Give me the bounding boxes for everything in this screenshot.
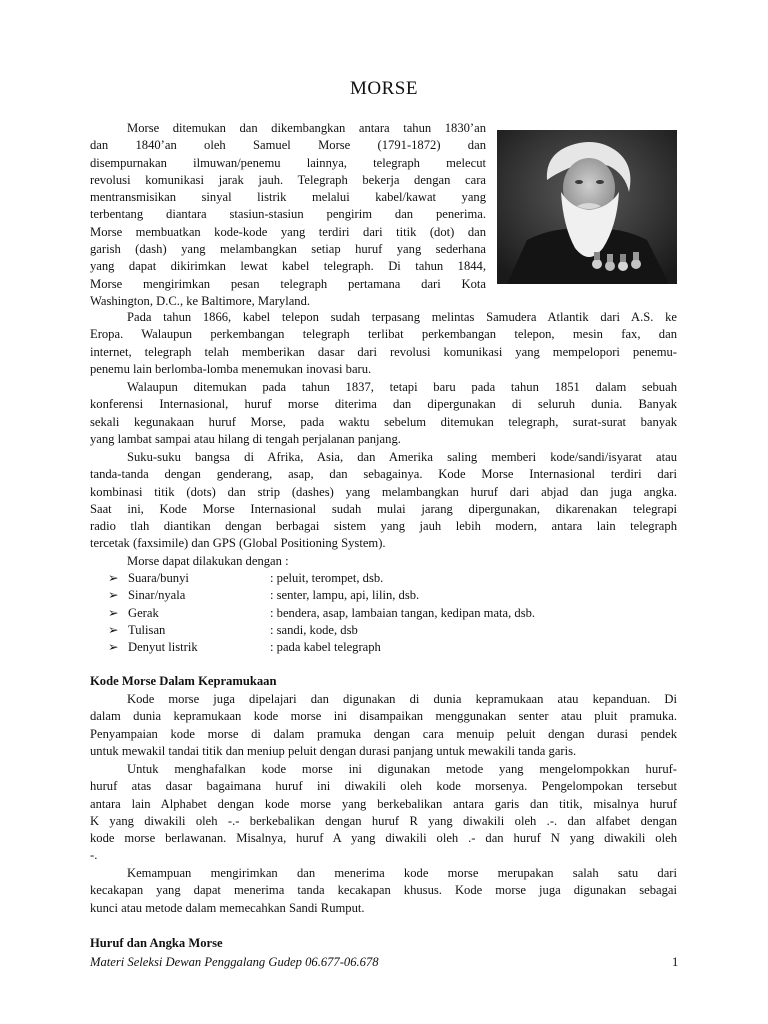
paragraph-scouting bbox=[90, 691, 677, 760]
intro-line: garish (dash) yang melambangkan setiap huruf yang sederhana bbox=[90, 242, 486, 257]
method-name: Suara/bunyi bbox=[128, 571, 189, 585]
arrow-bullet-icon: ➢ bbox=[108, 622, 119, 637]
paragraph-line: Kemampuan mengirimkan dan menerima kode morse merupakan salah satu dari bbox=[127, 866, 677, 880]
method-description: : bendera, asap, lambaian tangan, kedipan mata, dsb. bbox=[270, 605, 536, 620]
intro-line: yang dapat dikirimkan lewat kabel telegraph. Di tahun 1844, bbox=[90, 259, 486, 274]
paragraph-tribes-signals bbox=[90, 449, 677, 553]
paragraph-line: Walaupun ditemukan pada tahun 1837, tetapi baru pada tahun 1851 dalam sebuah bbox=[127, 380, 677, 394]
arrow-bullet-icon: ➢ bbox=[108, 571, 119, 585]
paragraph-line: untuk mewakil tandai titik dan meniup peluit dengan durasi panjang untuk mewakili tanda garis. bbox=[90, 743, 577, 758]
paragraph-line: Eropa. Walaupun perkembangan telegraph terlibat perkembangan telepon, mesin fax, dan bbox=[90, 327, 677, 342]
paragraph-international-conference bbox=[90, 379, 677, 448]
intro-line: terbentang diantara stasiun-stasiun pengirim dan penerima. bbox=[90, 207, 486, 222]
paragraph-line: kecakapan yang dapat menerima tanda kecakapan khusus. Kode morse juga digunakan sebagai bbox=[90, 883, 677, 898]
paragraph-line: dalam dunia kepramukaan kode morse ini disampaikan menggunakan senter atau pluit pramuka. bbox=[90, 709, 677, 724]
arrow-bullet-icon: ➢ bbox=[108, 605, 119, 620]
arrow-bullet-icon: ➢ bbox=[108, 640, 119, 655]
intro-line: revolusi komunikasi jarak jauh. Telegraph bekerja dengan cara bbox=[90, 172, 486, 187]
paragraph-line: Pada tahun 1866, kabel telepon sudah terpasang melintas Samudera Atlantik dari A.S. ke bbox=[127, 310, 677, 324]
method-description: : sandi, kode, dsb bbox=[270, 622, 358, 637]
intro-line: Washington, D.C., ke Baltimore, Maryland. bbox=[90, 293, 311, 308]
intro-line: Morse ditemukan dan dikembangkan antara tahun 1830’an bbox=[127, 121, 486, 135]
method-description: : pada kabel telegraph bbox=[270, 640, 381, 655]
intro-line: dan 1840’an oleh Samuel Morse (1791-1872) dan bbox=[90, 138, 486, 153]
paragraph-line: K yang diwakili oleh -.- berkebalikan dengan huruf R yang diwakili oleh .-. dan alfabet dengan bbox=[90, 813, 677, 828]
paragraph-line: kode morse berlawanan. Misalnya, huruf A yang diwakili oleh .- dan huruf N yang diwakili oleh bbox=[90, 831, 677, 846]
intro-line: Morse mengirimkan pesan telegraph pertamana dari Kota bbox=[90, 276, 486, 291]
paragraph-line: Untuk menghafalkan kode morse ini digunakan metode yang mengelompokkan huruf- bbox=[127, 762, 677, 776]
paragraph-line: konferensi Internasional, huruf morse diterima dan dipergunakan di seluruh dunia. Banyak bbox=[90, 397, 677, 412]
method-name: Gerak bbox=[128, 605, 159, 620]
intro-paragraph bbox=[90, 120, 486, 310]
paragraph-line: Kode morse juga dipelajari dan digunakan di dunia kepramukaan atau kepanduan. Di bbox=[127, 692, 677, 706]
paragraph-line: Suku-suku bangsa di Afrika, Asia, dan Amerika saling memberi kode/sandi/isyarat atau bbox=[127, 450, 677, 464]
method-description: : senter, lampu, api, lilin, dsb. bbox=[270, 588, 420, 603]
paragraph-line: Saat ini, Kode Morse Internasional sudah mulai jarang dipergunakan, dikarenakan telegrapi bbox=[90, 501, 677, 516]
portrait-illustration bbox=[497, 130, 677, 284]
paragraph-memorizing bbox=[90, 761, 677, 865]
paragraph-telephone-cable bbox=[90, 309, 677, 378]
paragraph-line: antara lain Alphabet dengan kode morse yang berkebalikan antara garis dan titik, misalnya huruf bbox=[90, 796, 677, 811]
paragraph-line: sekali kegunakaan huruf Morse, pada waktu sebelum ditemukan telegraph, surat-surat banyak bbox=[90, 414, 677, 429]
page-number: 1 bbox=[672, 955, 679, 969]
paragraph-line: internet, telegraph telah memberikan dasar dari revolusi komunikasi yang mempelopori penemu- bbox=[90, 344, 677, 359]
intro-line: Morse membuatkan kode-kode yang terdiri dari titik (dot) dan bbox=[90, 224, 486, 239]
method-description: : peluit, terompet, dsb. bbox=[270, 571, 384, 585]
paragraph-line: radio tlah diantikan dengan berbagai sistem yang jauh lebih modern, antara lain telegraph bbox=[90, 519, 677, 534]
paragraph-line: tercetak (faxsimile) dan GPS (Global Positioning System). bbox=[90, 536, 386, 551]
paragraph-line: tanda-tanda dengan genderang, asap, dan sebagainya. Kode Morse Internasional terdiri dari bbox=[90, 467, 677, 482]
paragraph-line: kunci atau metode dalam memecahkan Sandi Rumput. bbox=[90, 900, 365, 915]
methods-intro: Morse dapat dilakukan dengan : bbox=[127, 554, 289, 568]
intro-line: disempurnakan ilmuwan/penemu lainnya, telegraph melecut bbox=[90, 155, 486, 170]
method-name: Sinar/nyala bbox=[128, 588, 186, 603]
section-heading-letters: Huruf dan Angka Morse bbox=[90, 936, 223, 950]
paragraph-line: penemu lain berlomba-lomba menemukan inovasi baru. bbox=[90, 361, 372, 376]
section-heading-scouting: Kode Morse Dalam Kepramukaan bbox=[90, 674, 277, 688]
method-name: Tulisan bbox=[128, 622, 166, 637]
paragraph-line: kombinasi titik (dots) dan strip (dashes) yang melambangkan huruf dari abjad dan juga angka. bbox=[90, 484, 677, 499]
paragraph-skills bbox=[90, 865, 677, 917]
intro-line: mentransmisikan sinyal listrik melalui kabel/kawat yang bbox=[90, 190, 486, 205]
samuel-morse-portrait bbox=[497, 130, 677, 284]
paragraph-line: Penyampaian kode morse di dalam pramuka dengan cara menuip peluit dengan durasi pendek bbox=[90, 726, 677, 741]
arrow-bullet-icon: ➢ bbox=[108, 588, 119, 603]
method-name: Denyut listrik bbox=[128, 640, 198, 655]
page-footer: Materi Seleksi Dewan Penggalang Gudep 06.677-06.678 bbox=[90, 955, 379, 969]
page-title: MORSE bbox=[350, 78, 418, 99]
paragraph-line: huruf atas dasar bagaimana huruf ini diwakili oleh kode morsenya. Pengelompokan tersebut bbox=[90, 779, 677, 794]
paragraph-line: -. bbox=[90, 848, 98, 863]
paragraph-line: yang lambat sampai atau hilang di tengah perjalanan panjang. bbox=[90, 431, 401, 446]
